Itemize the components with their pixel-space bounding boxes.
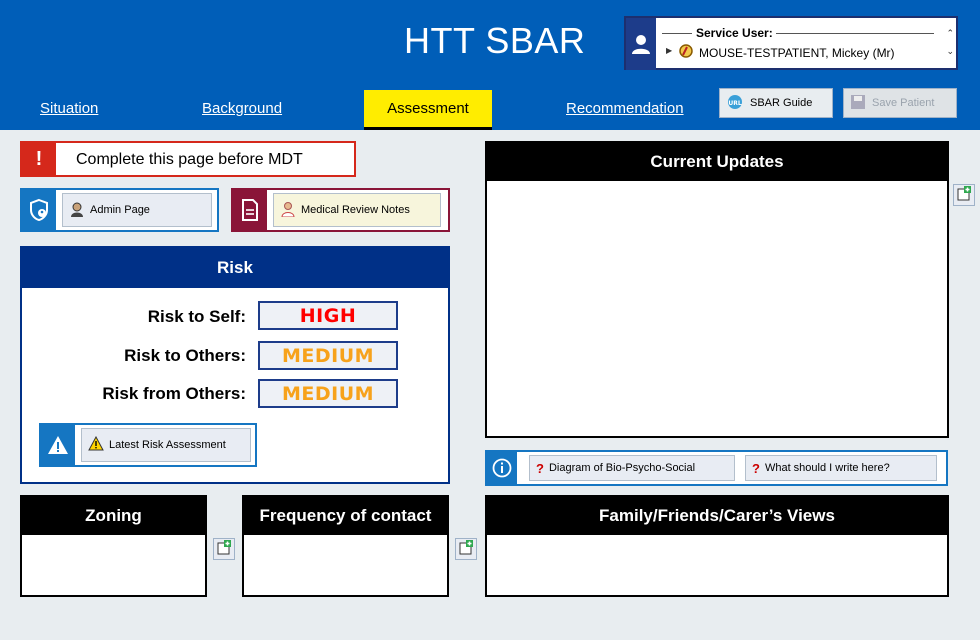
- zoning-panel: [20, 495, 207, 597]
- save-patient-button[interactable]: [843, 88, 957, 118]
- what-should-i-write-label: What should I write here?: [764, 462, 890, 474]
- warning-icon: [41, 425, 75, 465]
- diagram-bio-psycho-social-button[interactable]: [529, 455, 735, 481]
- add-note-icon: [956, 185, 972, 206]
- exclamation-icon: !: [22, 143, 56, 175]
- admin-user-icon: [69, 201, 85, 220]
- document-icon: [233, 190, 267, 230]
- risk-to-self-label: Risk to Self:: [147, 307, 246, 326]
- app-header: [0, 0, 980, 130]
- divider: [662, 33, 692, 34]
- tab-situation[interactable]: Situation: [40, 100, 99, 117]
- question-icon: ?: [752, 460, 760, 476]
- risk-to-others-label: Risk to Others:: [124, 346, 246, 365]
- family-views-content[interactable]: [487, 535, 947, 595]
- sbar-guide-label: SBAR Guide: [750, 97, 813, 109]
- shield-user-icon: [22, 190, 56, 230]
- alert-text: Complete this page before MDT: [76, 151, 303, 168]
- service-user-panel[interactable]: [624, 16, 958, 70]
- svg-text:URL: URL: [728, 99, 742, 107]
- current-updates-content[interactable]: [487, 181, 947, 436]
- app-title: HTT SBAR: [404, 20, 586, 61]
- add-note-icon: [458, 539, 474, 560]
- scroll-arrows-icon[interactable]: ⌃ ⌄: [946, 28, 954, 56]
- latest-risk-assessment-label: Latest Risk Assessment: [109, 439, 226, 451]
- frequency-of-contact-content[interactable]: [244, 535, 447, 595]
- risk-from-others-value: MEDIUM: [258, 379, 398, 408]
- expand-arrow-icon[interactable]: ▶: [666, 46, 673, 55]
- admin-page-label: Admin Page: [90, 204, 150, 216]
- divider: [776, 33, 934, 34]
- latest-risk-assessment-button[interactable]: [81, 428, 251, 462]
- what-should-i-write-button[interactable]: [745, 455, 937, 481]
- url-icon: [726, 94, 744, 113]
- medical-review-notes-button[interactable]: [273, 193, 441, 227]
- doctor-icon: [280, 201, 296, 220]
- patient-icon: [678, 43, 694, 59]
- risk-to-others-value: MEDIUM: [258, 341, 398, 370]
- frequency-of-contact-panel: [242, 495, 449, 597]
- warning-triangle-icon: [88, 436, 104, 454]
- family-views-title: Family/Friends/Carer’s Views: [487, 497, 947, 535]
- save-patient-label: Save Patient: [872, 97, 935, 109]
- add-current-update-button[interactable]: [953, 184, 975, 206]
- risk-title: Risk: [22, 248, 448, 288]
- current-updates-panel: [485, 141, 949, 438]
- info-icon: [487, 452, 517, 484]
- add-frequency-button[interactable]: [455, 538, 477, 560]
- current-updates-title: Current Updates: [487, 143, 947, 181]
- service-user-label: Service User:: [696, 26, 773, 40]
- info-links-strip: [485, 450, 948, 486]
- medical-review-card: [231, 188, 450, 232]
- admin-page-button[interactable]: [62, 193, 212, 227]
- add-note-icon: [216, 539, 232, 560]
- admin-page-card: [20, 188, 219, 232]
- risk-from-others-label: Risk from Others:: [102, 384, 246, 403]
- save-icon: [850, 94, 866, 113]
- tab-background[interactable]: Background: [202, 100, 283, 117]
- complete-before-mdt-alert: [20, 141, 356, 177]
- zoning-content[interactable]: [22, 535, 205, 595]
- tab-assessment[interactable]: Assessment: [364, 90, 492, 130]
- zoning-title: Zoning: [22, 497, 205, 535]
- latest-risk-assessment-card: [39, 423, 257, 467]
- sbar-guide-button[interactable]: [719, 88, 833, 118]
- person-icon: [626, 18, 656, 70]
- question-icon: ?: [536, 460, 544, 476]
- add-zoning-button[interactable]: [213, 538, 235, 560]
- medical-review-notes-label: Medical Review Notes: [301, 204, 410, 216]
- tab-recommendation[interactable]: Recommendation: [566, 100, 684, 117]
- risk-panel: [20, 246, 450, 484]
- diagram-bio-psycho-social-label: Diagram of Bio-Psycho-Social: [548, 462, 696, 474]
- patient-name[interactable]: MOUSE-TESTPATIENT, Mickey (Mr): [699, 46, 895, 60]
- family-views-panel: [485, 495, 949, 597]
- frequency-of-contact-title: Frequency of contact: [244, 497, 447, 535]
- risk-to-self-value: HIGH: [258, 301, 398, 330]
